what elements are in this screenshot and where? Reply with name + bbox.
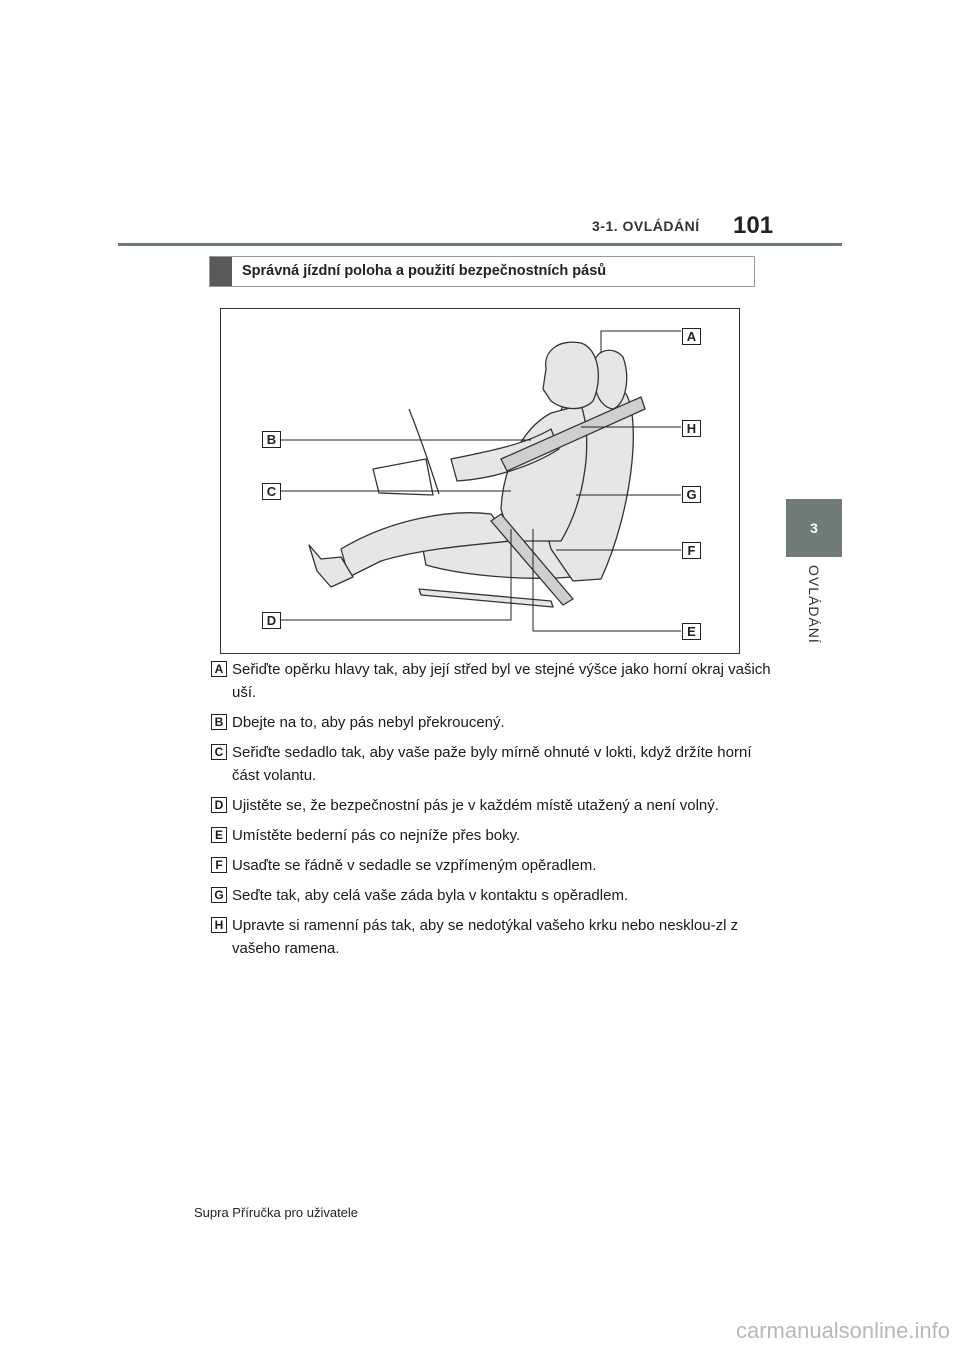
instruction-list	[211, 658, 771, 967]
list-item	[211, 854, 771, 877]
header-divider	[118, 243, 842, 246]
list-item	[211, 741, 771, 787]
item-text: Dbejte na to, aby pás nebyl překroucený.	[232, 714, 505, 731]
list-item	[211, 884, 771, 907]
chapter-side-label: OVLÁDÁNÍ	[806, 565, 822, 644]
list-item	[211, 824, 771, 847]
callout-g: G	[682, 486, 701, 503]
callout-f: F	[682, 542, 701, 559]
list-item	[211, 711, 771, 734]
driver-illustration	[221, 309, 739, 653]
page-number: 101	[733, 212, 774, 239]
item-text: Seďte tak, aby celá vaše záda byla v kontaktu s opěradlem.	[232, 887, 629, 904]
item-letter-badge: C	[211, 744, 227, 760]
section-heading	[209, 256, 755, 287]
item-text: Umístěte bederní pás co nejníže přes boky.	[232, 827, 521, 844]
item-text: Ujistěte se, že bezpečnostní pás je v každém místě utažený a není volný.	[232, 797, 719, 814]
item-letter-badge: D	[211, 797, 227, 813]
driver-head	[543, 342, 598, 408]
callout-d: D	[262, 612, 281, 629]
list-item	[211, 658, 771, 704]
item-text: Upravte si ramenní pás tak, aby se nedotýkal vašeho krku nebo nesklou-zl z vašeho ramena.	[232, 917, 739, 957]
list-item	[211, 794, 771, 817]
steering-wheel	[409, 409, 439, 494]
item-letter-badge: F	[211, 857, 227, 873]
list-item	[211, 914, 771, 960]
steering-column	[373, 459, 433, 495]
callout-a: A	[682, 328, 701, 345]
chapter-tab: 3	[786, 499, 842, 557]
callout-c: C	[262, 483, 281, 500]
item-text: Seřiďte sedadlo tak, aby vaše paže byly mírně ohnuté v lokti, když držíte horní část volantu.	[232, 744, 752, 784]
item-text: Seřiďte opěrku hlavy tak, aby její střed byl ve stejné výšce jako horní okraj vašich uší.	[232, 661, 771, 701]
item-letter-badge: E	[211, 827, 227, 843]
item-letter-badge: H	[211, 917, 227, 933]
item-letter-badge: G	[211, 887, 227, 903]
item-letter-badge: B	[211, 714, 227, 730]
watermark-logo: carmanualsonline.info	[735, 1318, 950, 1343]
item-letter-badge: A	[211, 661, 227, 677]
callout-h: H	[682, 420, 701, 437]
callout-b: B	[262, 431, 281, 448]
item-text: Usaďte se řádně v sedadle se vzpřímeným opěradlem.	[232, 857, 597, 874]
footer-manual-title: Supra Příručka pro uživatele	[194, 1205, 359, 1220]
header-section-title: 3-1. OVLÁDÁNÍ	[592, 218, 700, 234]
section-title: Správná jízdní poloha a použití bezpečnostních pásů	[242, 263, 607, 279]
callout-e: E	[682, 623, 701, 640]
section-marker	[210, 257, 232, 286]
seating-position-figure	[220, 308, 740, 654]
